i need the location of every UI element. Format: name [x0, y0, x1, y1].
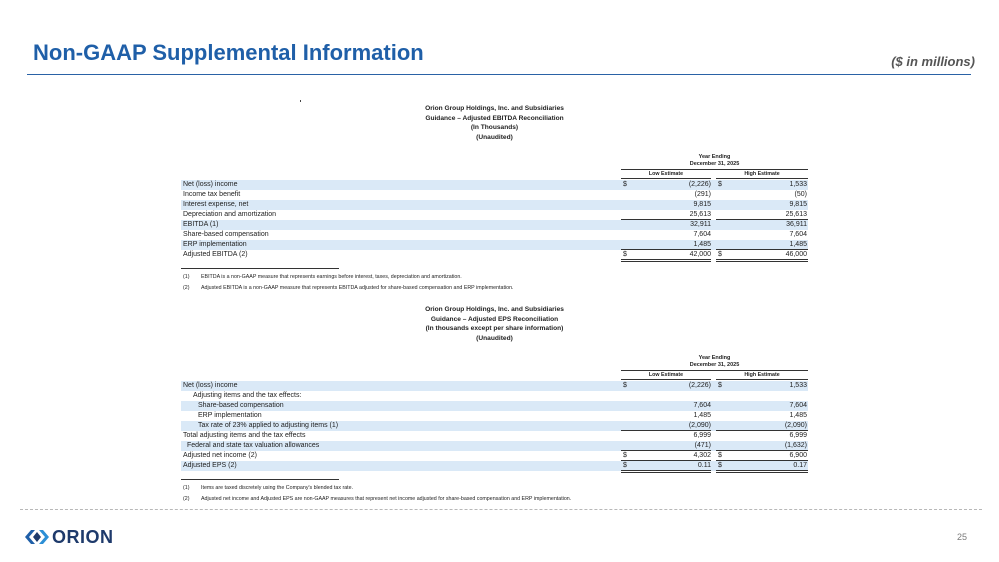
value-high: 7,604 [789, 231, 807, 238]
footnote-text: Adjusted EBITDA is a non-GAAP measure that represents EBITDA adjusted for share-based compensation and ERP implementation. [201, 285, 514, 291]
period-rule [621, 169, 808, 170]
value-high: 6,999 [789, 432, 807, 439]
row-label: Total adjusting items and the tax effects [183, 432, 306, 439]
table-row [181, 200, 808, 210]
eps-heading-line: (In thousands except per share information) [425, 325, 564, 332]
currency-high: $ [718, 382, 722, 389]
total-double-rule [621, 470, 711, 473]
value-high: 1,485 [789, 241, 807, 248]
currency-high: $ [718, 251, 722, 258]
eps-heading-line: Orion Group Holdings, Inc. and Subsidiaries [425, 306, 564, 313]
value-low: 32,911 [690, 221, 711, 228]
row-label: Adjusted net income (2) [183, 452, 257, 459]
ebitda-heading-line: (Unaudited) [476, 133, 513, 141]
table-row [181, 381, 808, 391]
eps-heading-line: (Unaudited) [476, 334, 513, 342]
period-line2: December 31, 2025 [689, 362, 740, 368]
value-low: 7,604 [693, 231, 711, 238]
value-high: 25,613 [785, 211, 807, 218]
value-low: 6,999 [693, 432, 711, 439]
row-label: Net (loss) income [183, 181, 238, 188]
row-label: Adjusted EBITDA (2) [183, 251, 248, 258]
row-label: Share-based compensation [183, 231, 269, 238]
value-high: 9,815 [789, 201, 807, 208]
table-row [181, 180, 808, 190]
currency-high: $ [718, 181, 722, 188]
col-high-rule [716, 178, 808, 179]
row-label: Tax rate of 23% applied to adjusting items (1) [198, 422, 339, 429]
row-label: ERP implementation [198, 412, 262, 419]
value-low: 4,302 [693, 452, 711, 459]
period-line1: Year Ending [698, 154, 731, 160]
value-low: 25,613 [689, 211, 711, 218]
value-low: (291) [694, 191, 711, 198]
col-low-estimate: Low Estimate [648, 372, 684, 378]
table-row [181, 441, 808, 451]
table-row [181, 451, 808, 461]
row-label: Income tax benefit [183, 191, 241, 198]
page-title: Non-GAAP Supplemental Information [33, 40, 424, 65]
footnote-number: (2) [183, 285, 190, 291]
table-row [181, 250, 808, 260]
value-low: 7,604 [693, 402, 711, 409]
col-high-estimate: High Estimate [744, 372, 780, 378]
currency-high: $ [718, 452, 722, 459]
row-label: ERP implementation [183, 241, 247, 248]
footer-divider [20, 509, 982, 510]
footnote [181, 496, 808, 502]
col-low-rule [621, 379, 711, 380]
value-low: 1,485 [693, 241, 711, 248]
currency-low: $ [623, 382, 627, 389]
total-double-rule [716, 470, 808, 473]
value-high: 1,533 [789, 181, 807, 188]
eps-heading-line: Guidance – Adjusted EPS Reconciliation [430, 315, 559, 323]
value-high: (2,090) [784, 422, 807, 429]
footnote-number: (1) [183, 274, 190, 280]
footnote-text: Adjusted net income and Adjusted EPS are non-GAAP measures that represent net income adjusted for share-based compensation and ERP implementation. [201, 496, 572, 502]
col-low-rule [621, 178, 711, 179]
table-row [181, 220, 808, 230]
footnote-text: EBITDA is a non-GAAP measure that represents earnings before interest, taxes, depreciation and amortization. [201, 274, 462, 280]
eps-table [181, 305, 808, 502]
stray-tick [300, 100, 301, 102]
table-row [181, 230, 808, 240]
value-low: (2,226) [688, 382, 711, 389]
row-label: Net (loss) income [183, 382, 238, 389]
value-low: 9,815 [693, 201, 711, 208]
total-double-rule [716, 259, 808, 262]
footnote-rule [181, 479, 339, 480]
table-row [181, 240, 808, 250]
col-high-rule [716, 379, 808, 380]
row-label: Federal and state tax valuation allowances [187, 442, 320, 449]
eps-period-header [181, 343, 808, 381]
title-divider [27, 74, 971, 75]
currency-low: $ [623, 452, 627, 459]
value-high: (50) [794, 191, 807, 198]
table-row [181, 190, 808, 200]
currency-low: $ [623, 181, 627, 188]
footnote [181, 485, 808, 491]
orion-logo [24, 527, 114, 547]
ebitda-heading [181, 104, 808, 142]
ebitda-heading-line: Orion Group Holdings, Inc. and Subsidiaries [425, 105, 564, 112]
currency-low: $ [623, 462, 627, 469]
value-low: 42,000 [689, 251, 711, 258]
footnote-number: (1) [183, 485, 190, 491]
value-low: 0.11 [697, 462, 711, 469]
footnote-rule [181, 268, 339, 269]
value-high: 6,900 [789, 452, 807, 459]
ebitda-heading-line: Guidance – Adjusted EBITDA Reconciliation [425, 114, 564, 122]
table-row [181, 421, 808, 431]
value-high: 36,911 [786, 221, 807, 228]
period-line2: December 31, 2025 [689, 161, 740, 167]
value-high: 0.17 [793, 462, 807, 469]
value-high: 46,000 [785, 251, 807, 258]
value-high: 1,485 [789, 412, 807, 419]
row-label: Share-based compensation [198, 402, 284, 409]
value-low: (471) [694, 442, 711, 449]
units-note: ($ in millions) [891, 54, 975, 69]
row-label: EBITDA (1) [183, 221, 219, 228]
footnote [181, 285, 808, 291]
footnote [181, 274, 808, 280]
row-label: Adjusted EPS (2) [183, 462, 237, 469]
value-low: (2,090) [688, 422, 711, 429]
page-number: 25 [956, 532, 967, 542]
row-label: Depreciation and amortization [183, 211, 276, 218]
ebitda-period-header [181, 142, 808, 180]
period-rule [621, 370, 808, 371]
footnote-text: Items are taxed discretely using the Company's blended tax rate. [201, 485, 354, 491]
table-row [181, 411, 808, 421]
row-label: Adjusting items and the tax effects: [193, 392, 302, 399]
logo-wordmark: ORION [52, 526, 114, 547]
value-low: 1,485 [693, 412, 711, 419]
eps-heading [181, 305, 808, 343]
col-high-estimate: High Estimate [744, 171, 780, 177]
table-row [181, 401, 808, 411]
value-high: (1,632) [784, 442, 807, 449]
value-low: (2,226) [688, 181, 711, 188]
ebitda-heading-line: (In Thousands) [470, 124, 519, 131]
table-row [181, 391, 808, 401]
footnote-number: (2) [183, 496, 190, 502]
table-row [181, 210, 808, 220]
orion-logo-mark-icon [24, 528, 50, 546]
period-line1: Year Ending [698, 355, 731, 361]
ebitda-table [181, 104, 808, 291]
table-row [181, 461, 808, 471]
currency-high: $ [718, 462, 722, 469]
total-double-rule [621, 259, 711, 262]
value-high: 7,604 [789, 402, 807, 409]
col-low-estimate: Low Estimate [648, 171, 684, 177]
row-label: Interest expense, net [183, 201, 249, 208]
table-row [181, 431, 808, 441]
currency-low: $ [623, 251, 627, 258]
value-high: 1,533 [789, 382, 807, 389]
